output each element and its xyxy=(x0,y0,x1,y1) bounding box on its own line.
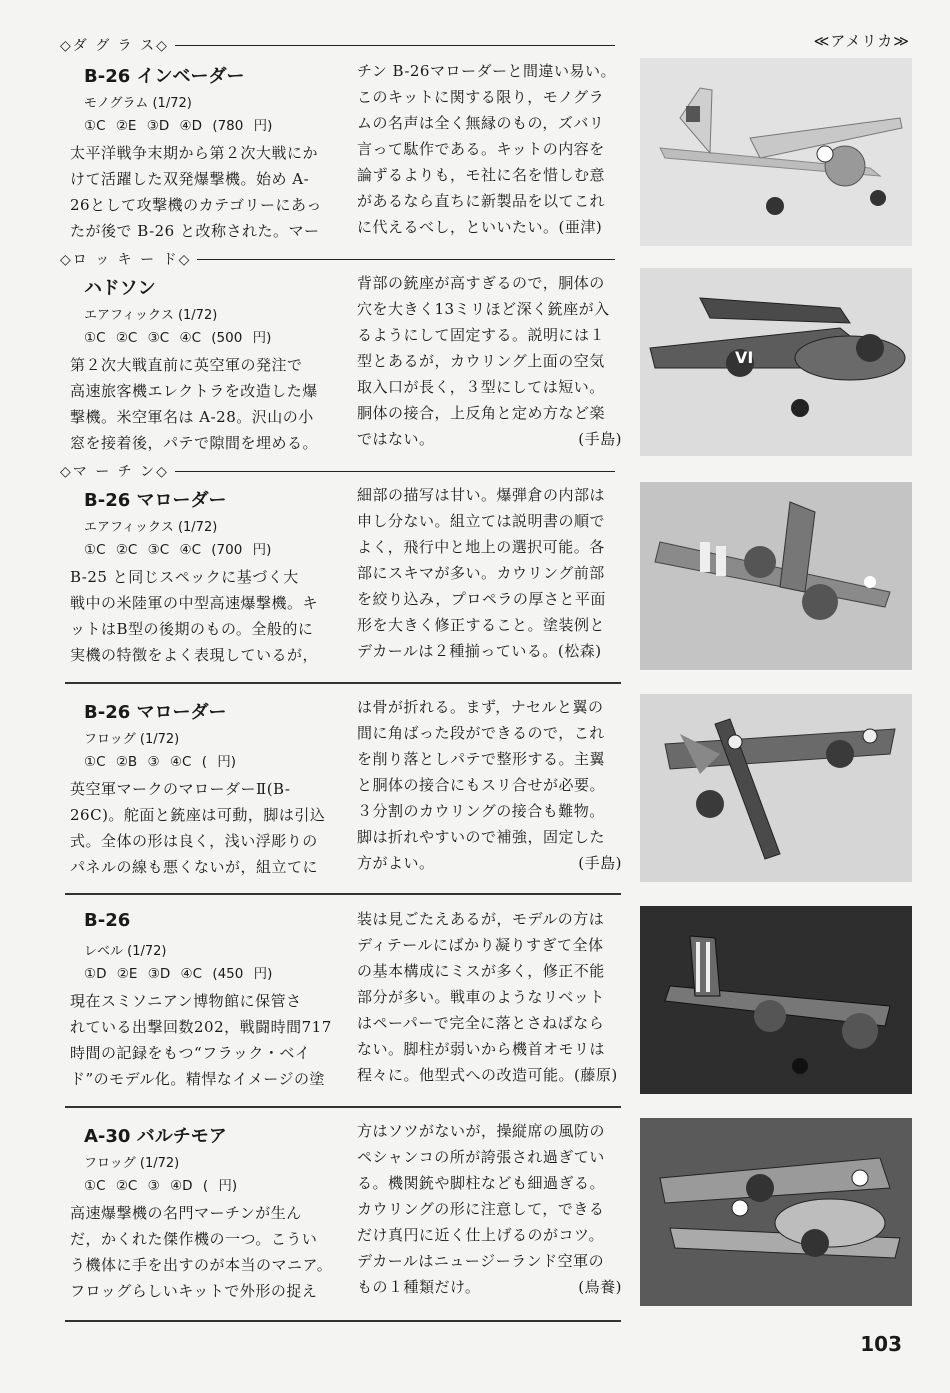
entry-4-right xyxy=(357,694,622,876)
kit-maker: モノグラム (1/72) xyxy=(84,96,192,111)
text-line: 撃機。米空軍名は A-28。沢山の小 xyxy=(70,408,314,426)
kit-title: B-26 マローダー xyxy=(84,702,227,723)
text-line: ディテールにばかり凝りすぎて全体 xyxy=(357,936,604,954)
text-line: ペシャンコの所が誇張され過ぎてい xyxy=(357,1148,605,1166)
maker-name: ◇マ ー チ ン◇ xyxy=(60,464,169,480)
entry-4-left xyxy=(70,698,350,880)
text-line: 窓を接着後，パテで隙間を埋める。 xyxy=(70,434,319,452)
text-line: 戦中の米陸軍の中型高速爆撃機。キ xyxy=(70,594,319,612)
kit-title: ハドソン xyxy=(84,278,156,299)
text-line: と胴体の接合にもスリ合せが必要。 xyxy=(357,776,606,794)
text-line: るようにして固定する。説明には１ xyxy=(357,326,606,344)
maker-name: ◇ダ グ ラ ス◇ xyxy=(60,38,169,54)
header-rule xyxy=(175,45,615,46)
kit-ratings: ①C ②C ③C ④C (700 円) xyxy=(84,542,272,558)
text-line: を絞り込み，プロペラの厚さと平面 xyxy=(357,590,606,608)
text-line: よく，飛行中と地上の選択可能。各 xyxy=(357,538,605,556)
airplane-illustration xyxy=(640,1118,912,1306)
text-line: の基本構成にミスが多く，修正不能 xyxy=(357,962,605,980)
text-line: 装は見ごたえあるが，モデルの方は xyxy=(357,910,605,928)
text-line: 第２次大戦直前に英空軍の発注で xyxy=(70,356,303,374)
text-line: 形を大きく修正すること。塗装例と xyxy=(357,616,606,634)
text-line: B-25 と同じスペックに基づく大 xyxy=(70,568,299,586)
kit-maker: フロッグ (1/72) xyxy=(84,732,180,747)
airplane-illustration xyxy=(640,906,912,1094)
text-line: だけ真円に近く仕上げるのがコツ。 xyxy=(357,1226,604,1244)
model-photo-hudson xyxy=(640,268,912,456)
text-line: ットはB型の後期のもの。全般的に xyxy=(70,620,314,638)
text-line: に代えるべし，といいたい。(亜津) xyxy=(357,218,603,236)
airplane-illustration xyxy=(640,482,912,670)
kit-ratings: ①C ②B ③ ④C ( 円) xyxy=(84,754,237,770)
text-line: 方がよい。 xyxy=(357,854,435,872)
section-divider xyxy=(65,682,621,684)
text-line: 現在スミソニアン博物館に保管さ xyxy=(70,992,302,1010)
maker-header-martin xyxy=(60,460,615,482)
entry-3-left xyxy=(70,486,350,668)
kit-title: B-26 マローダー xyxy=(84,490,227,511)
text-line: 26として攻撃機のカテゴリーにあっ xyxy=(70,196,322,214)
text-line: 申し分ない。組立ては説明書の順で xyxy=(357,512,606,530)
text-line: チン B-26マローダーと間違い易い。 xyxy=(357,62,616,80)
text-line: 時間の記録をもつ“フラック・ベイ xyxy=(70,1044,311,1062)
text-line: はペーパーで完全に落とさねばなら xyxy=(357,1014,605,1032)
text-line: ではない。 xyxy=(357,430,435,448)
entry-2-left xyxy=(70,274,350,456)
entry-3-right xyxy=(357,482,622,664)
text-line: 取入口が長く，３型にしては短い。 xyxy=(357,378,605,396)
text-line: 方はソツがないが，操縦席の風防の xyxy=(357,1122,606,1140)
text-line: フロッグらしいキットで外形の捉え xyxy=(70,1282,318,1300)
text-line: だ，かくれた傑作機の一つ。こうい xyxy=(70,1230,318,1248)
entry-1-right xyxy=(357,58,622,240)
kit-maker: フロッグ (1/72) xyxy=(84,1156,180,1171)
entry-5-left xyxy=(70,910,350,1092)
model-photo-b26-revell xyxy=(640,906,912,1094)
entry-2-right xyxy=(357,270,622,452)
text-line: 言って駄作である。キットの内容を xyxy=(357,140,605,158)
text-line: 胴体の接合，上反角と定め方など楽 xyxy=(357,404,606,422)
section-divider xyxy=(65,1320,621,1322)
text-line: は骨が折れる。まず，ナセルと翼の xyxy=(357,698,604,716)
text-line: 部分が多い。戦車のようなリベット xyxy=(357,988,605,1006)
kit-title: A-30 バルチモア xyxy=(84,1126,227,1147)
maker-name: ◇ロ ッ キ ー ド◇ xyxy=(60,252,192,268)
kit-title: B-26 xyxy=(84,910,131,931)
text-line: 高速旅客機エレクトラを改造した爆 xyxy=(70,382,318,400)
text-line: 穴を大きく13ミリほど深く銃座が入 xyxy=(357,300,610,318)
entry-5-right xyxy=(357,906,622,1088)
author-signature: (鳥養) xyxy=(578,1278,622,1296)
airplane-illustration xyxy=(640,268,912,456)
text-line: ムの名声は全く無縁のもの，ズバリ xyxy=(357,114,605,132)
text-line: る。機関銃や脚柱なども細過ぎる。 xyxy=(357,1174,606,1192)
text-line: 太平洋戦争末期から第２次大戦にか xyxy=(70,144,319,162)
text-line: 間に角ばった段ができるので，これ xyxy=(357,724,605,742)
text-line: 脚は折れやすいので補強，固定した xyxy=(357,828,606,846)
text-line: ド”のモデル化。精悍なイメージの塗 xyxy=(70,1070,325,1088)
airplane-illustration xyxy=(640,58,912,246)
text-line: このキットに関する限り，モノグラ xyxy=(357,88,605,106)
text-line: もの１種類だけ。 xyxy=(357,1278,481,1296)
page-number: 103 xyxy=(860,1332,902,1356)
author-signature: (手島) xyxy=(578,854,622,872)
model-photo-b26-invader xyxy=(640,58,912,246)
entry-6-left xyxy=(70,1122,350,1304)
kit-ratings: ①C ②C ③ ④D ( 円) xyxy=(84,1178,238,1194)
text-line: う機体に手を出すのが本当のマニア。 xyxy=(70,1256,333,1274)
model-photo-b26-marauder-frog xyxy=(640,694,912,882)
region-label: ≪アメリカ≫ xyxy=(813,32,910,50)
text-line: デカールはニュージーランド空軍の xyxy=(357,1252,605,1270)
kit-maker: エアフィックス (1/72) xyxy=(84,308,218,323)
text-line: パネルの線も悪くないが，組立てに xyxy=(70,858,319,876)
text-line: れている出撃回数202，戦闘時間717 xyxy=(70,1018,332,1036)
text-line: を削り落としパテで整形する。主翼 xyxy=(357,750,606,768)
section-divider xyxy=(65,893,621,895)
kit-ratings: ①D ②E ③D ④C (450 円) xyxy=(84,966,273,982)
entry-6-right xyxy=(357,1118,622,1300)
entry-1-left xyxy=(70,62,350,244)
text-line: 英空軍マークのマローダーⅡ(B- xyxy=(70,780,291,798)
text-line: たが後で B-26 と改称された。マー xyxy=(70,222,320,240)
text-line: 26C)。舵面と銃座は可動，脚は引込 xyxy=(70,806,326,824)
text-line: ない。脚柱が弱いから機首オモリは xyxy=(357,1040,606,1058)
text-line: があるなら直ちに新製品を以てこれ xyxy=(357,192,606,210)
text-line: 型とあるが，カウリング上面の空気 xyxy=(357,352,605,370)
model-photo-a30-baltimore xyxy=(640,1118,912,1306)
kit-ratings: ①C ②E ③D ④D (780 円) xyxy=(84,118,273,134)
text-line: 高速爆撃機の名門マーチンが生ん xyxy=(70,1204,302,1222)
model-photo-b26-marauder-airfix xyxy=(640,482,912,670)
kit-ratings: ①C ②C ③C ④C (500 円) xyxy=(84,330,272,346)
text-line: デカールは２種揃っている。(松森) xyxy=(357,642,602,660)
kit-maker: レベル (1/72) xyxy=(84,944,167,959)
text-line: 背部の銃座が高すぎるので，胴体の xyxy=(357,274,605,292)
airplane-illustration xyxy=(640,694,912,882)
text-line: 細部の描写は甘い。爆弾倉の内部は xyxy=(357,486,606,504)
header-rule xyxy=(197,259,615,260)
text-line: 式。全体の形は良く，浅い浮彫りの xyxy=(70,832,318,850)
maker-header-lockheed xyxy=(60,248,615,270)
text-line: 程々に。他型式への改造可能。(藤原) xyxy=(357,1066,618,1084)
svg-text:VI: VI xyxy=(735,348,754,367)
maker-header-douglas xyxy=(60,34,615,56)
text-line: カウリングの形に注意して，できる xyxy=(357,1200,605,1218)
text-line: 論ずるよりも，モ社に名を惜しむ意 xyxy=(357,166,606,184)
kit-maker: エアフィックス (1/72) xyxy=(84,520,218,535)
kit-title: B-26 インベーダー xyxy=(84,66,245,87)
text-line: ３分割のカウリングの接合も難物。 xyxy=(357,802,605,820)
text-line: 部にスキマが多い。カウリング前部 xyxy=(357,564,605,582)
author-signature: (手島) xyxy=(578,430,622,448)
text-line: 実機の特徴をよく表現しているが， xyxy=(70,646,319,664)
section-divider xyxy=(65,1106,621,1108)
header-rule xyxy=(175,471,615,472)
text-line: けて活躍した双発爆撃機。始め A- xyxy=(70,170,310,188)
